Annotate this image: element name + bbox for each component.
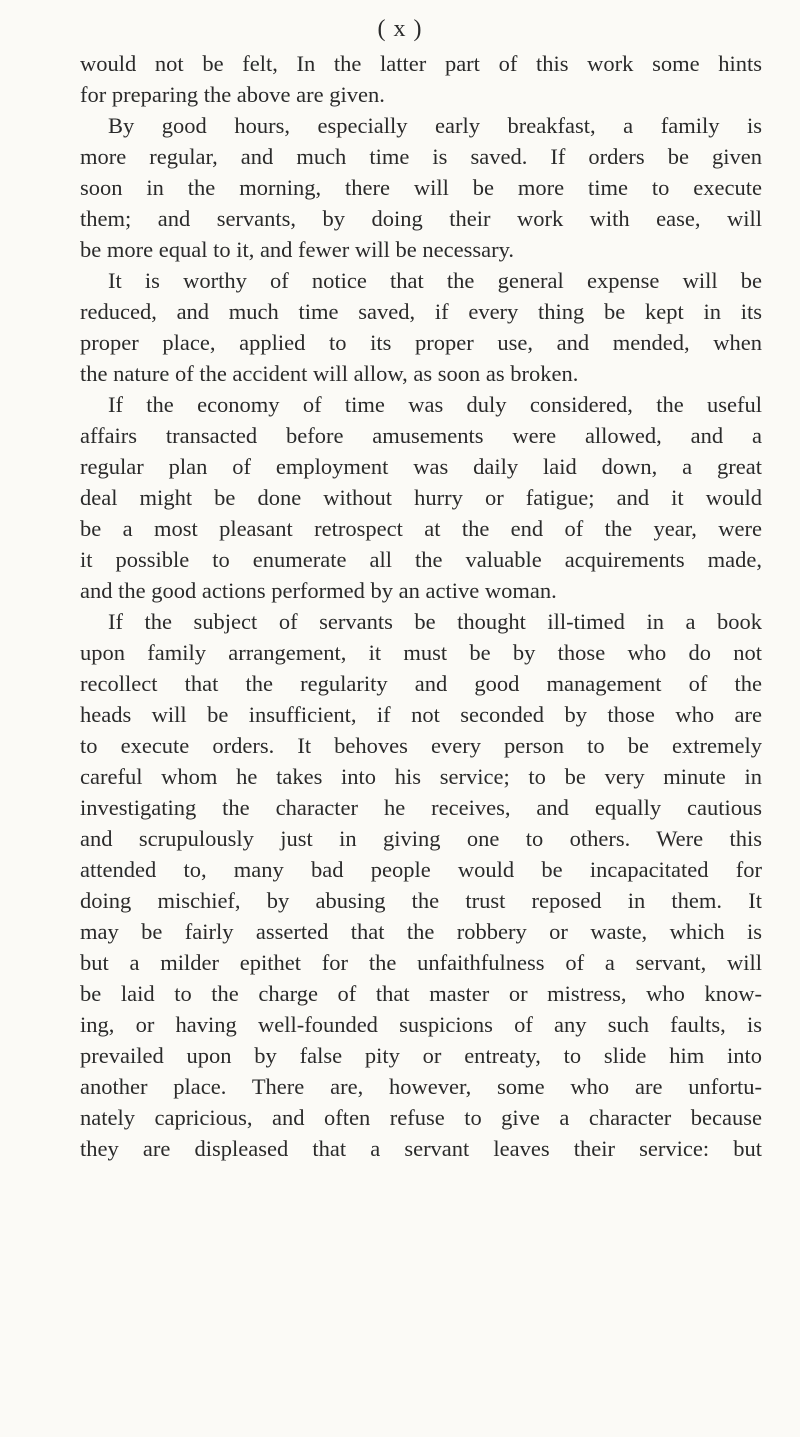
text-line: regular plan of employment was daily laid down, a great [80, 454, 762, 479]
text-line: It is worthy of notice that the general expense will be [108, 268, 762, 293]
text-line: them; and servants, by doing their work with ease, will [80, 206, 762, 231]
text-line: prevailed upon by false pity or entreaty, to slide him into [80, 1043, 762, 1068]
text-line: would not be felt, In the latter part of this work some hints [80, 51, 762, 76]
text-line: soon in the morning, there will be more time to execute [80, 175, 762, 200]
text-line: another place. There are, however, some who are unfortu- [80, 1074, 762, 1099]
text-line: investigating the character he receives, and equally cautious [80, 795, 762, 820]
text-line: and the good actions performed by an active woman. [80, 578, 557, 603]
text-line: careful whom he takes into his service; to be very minute in [80, 764, 762, 789]
text-line: to execute orders. It behoves every person to be extremely [80, 733, 762, 758]
text-line: deal might be done without hurry or fatigue; and it would [80, 485, 762, 510]
text-line: and scrupulously just in giving one to others. Were this [80, 826, 762, 851]
text-line: for preparing the above are given. [80, 82, 385, 107]
text-line: affairs transacted before amusements were allowed, and a [80, 423, 762, 448]
text-line: reduced, and much time saved, if every thing be kept in its [80, 299, 762, 324]
text-line: the nature of the accident will allow, as soon as broken. [80, 361, 579, 386]
text-line: If the subject of servants be thought ill-timed in a book [108, 609, 762, 634]
text-line: be laid to the charge of that master or mistress, who know- [80, 981, 762, 1006]
text-line: upon family arrangement, it must be by those who do not [80, 640, 762, 665]
text-line: nately capricious, and often refuse to give a character because [80, 1105, 762, 1130]
body-text [80, 48, 762, 1164]
text-line: proper place, applied to its proper use, and mended, when [80, 330, 762, 355]
text-line: but a milder epithet for the unfaithfulness of a servant, will [80, 950, 762, 975]
page-number: ( x ) [377, 16, 423, 42]
text-line: recollect that the regularity and good management of the [80, 671, 762, 696]
text-line: attended to, many bad people would be incapacitated for [80, 857, 762, 882]
text-line: ing, or having well-founded suspicions of any such faults, is [80, 1012, 762, 1037]
text-line: may be fairly asserted that the robbery or waste, which is [80, 919, 762, 944]
text-line: be more equal to it, and fewer will be necessary. [80, 237, 514, 262]
text-line: heads will be insufficient, if not seconded by those who are [80, 702, 762, 727]
text-line: By good hours, especially early breakfast, a family is [108, 113, 762, 138]
text-line: If the economy of time was duly considered, the useful [108, 392, 762, 417]
text-line: be a most pleasant retrospect at the end of the year, were [80, 516, 762, 541]
text-line: they are displeased that a servant leaves their service: but [80, 1136, 762, 1161]
text-line: it possible to enumerate all the valuable acquirements made, [80, 547, 762, 572]
text-line: more regular, and much time is saved. If orders be given [80, 144, 762, 169]
text-line: doing mischief, by abusing the trust reposed in them. It [80, 888, 762, 913]
